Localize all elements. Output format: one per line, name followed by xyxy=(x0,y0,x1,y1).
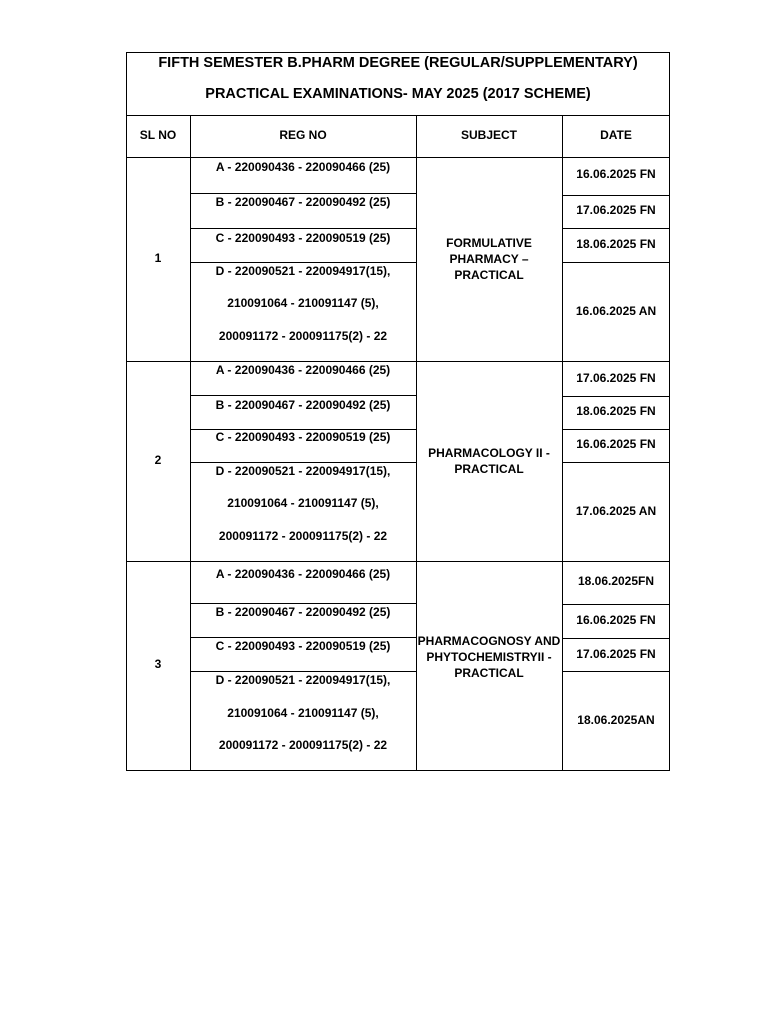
date-divider xyxy=(562,262,670,263)
date-cell: 17.06.2025 AN xyxy=(575,504,657,518)
title-line-2: PRACTICAL EXAMINATIONS- MAY 2025 (2017 SCHEME) xyxy=(205,86,591,102)
sl-no-cell: 1 xyxy=(154,251,162,265)
date-divider xyxy=(562,638,670,639)
row-divider-2 xyxy=(126,561,670,562)
date-cell: 18.06.2025 FN xyxy=(576,237,656,251)
date-divider xyxy=(562,671,670,672)
header-subject: SUBJECT xyxy=(460,128,517,142)
reg-no-cell: B - 220090467 - 220090492 (25) xyxy=(215,605,391,619)
reg-no-cell: 210091064 - 210091147 (5), xyxy=(227,706,379,720)
reg-no-cell: D - 220090521 - 220094917(15), xyxy=(215,464,391,478)
reg-no-cell: 200091172 - 200091175(2) - 22 xyxy=(218,529,388,543)
reg-no-cell: C - 220090493 - 220090519 (25) xyxy=(215,430,391,444)
date-divider xyxy=(562,396,670,397)
title-divider xyxy=(126,115,670,116)
reg-no-cell: 210091064 - 210091147 (5), xyxy=(227,296,379,310)
date-divider xyxy=(562,228,670,229)
reg-no-cell: B - 220090467 - 220090492 (25) xyxy=(215,398,391,412)
sl-no-cell: 3 xyxy=(154,657,162,671)
header-divider xyxy=(126,157,670,158)
header-reg-no: REG NO xyxy=(279,128,327,142)
border-top xyxy=(126,52,670,53)
date-divider xyxy=(562,195,670,196)
reg-divider xyxy=(190,228,416,229)
date-cell: 18.06.2025AN xyxy=(577,713,655,727)
row-divider-1 xyxy=(126,361,670,362)
reg-divider xyxy=(190,193,416,194)
reg-divider xyxy=(190,462,416,463)
date-divider xyxy=(562,604,670,605)
date-divider xyxy=(562,462,670,463)
subject-cell: PHARMACOGNOSY AND PHYTOCHEMISTRYII - PRACTICAL xyxy=(417,634,561,680)
reg-divider xyxy=(190,671,416,672)
header-sl-no: SL NO xyxy=(139,128,177,142)
border-bottom xyxy=(126,770,670,771)
exam-schedule-table xyxy=(126,52,670,771)
date-cell: 17.06.2025 FN xyxy=(576,647,656,661)
reg-divider xyxy=(190,603,416,604)
date-cell: 16.06.2025 FN xyxy=(576,437,656,451)
reg-no-cell: D - 220090521 - 220094917(15), xyxy=(215,264,391,278)
reg-divider xyxy=(190,637,416,638)
date-cell: 16.06.2025 FN xyxy=(576,167,656,181)
date-cell: 18.06.2025 FN xyxy=(576,404,656,418)
reg-no-cell: B - 220090467 - 220090492 (25) xyxy=(215,195,391,209)
reg-no-cell: 200091172 - 200091175(2) - 22 xyxy=(218,738,388,752)
reg-no-cell: C - 220090493 - 220090519 (25) xyxy=(215,639,391,653)
header-date: DATE xyxy=(600,128,632,142)
date-cell: 16.06.2025 AN xyxy=(575,304,657,318)
reg-no-cell: 200091172 - 200091175(2) - 22 xyxy=(218,329,388,343)
reg-no-cell: A - 220090436 - 220090466 (25) xyxy=(215,363,391,377)
subject-cell: PHARMACOLOGY II - PRACTICAL xyxy=(428,446,550,476)
reg-divider xyxy=(190,395,416,396)
date-cell: 18.06.2025FN xyxy=(577,574,655,588)
reg-no-cell: 210091064 - 210091147 (5), xyxy=(227,496,379,510)
date-cell: 17.06.2025 FN xyxy=(576,203,656,217)
date-cell: 17.06.2025 FN xyxy=(576,371,656,385)
date-divider xyxy=(562,429,670,430)
reg-no-cell: D - 220090521 - 220094917(15), xyxy=(215,673,391,687)
reg-no-cell: A - 220090436 - 220090466 (25) xyxy=(215,160,391,174)
subject-cell: FORMULATIVE PHARMACY – PRACTICAL xyxy=(446,236,532,282)
reg-no-cell: C - 220090493 - 220090519 (25) xyxy=(215,231,391,245)
reg-divider xyxy=(190,262,416,263)
reg-no-cell: A - 220090436 - 220090466 (25) xyxy=(215,567,391,581)
sl-no-cell: 2 xyxy=(154,453,162,467)
title-line-1: FIFTH SEMESTER B.PHARM DEGREE (REGULAR/SUPPLEMENTARY) xyxy=(158,55,638,71)
date-cell: 16.06.2025 FN xyxy=(576,613,656,627)
